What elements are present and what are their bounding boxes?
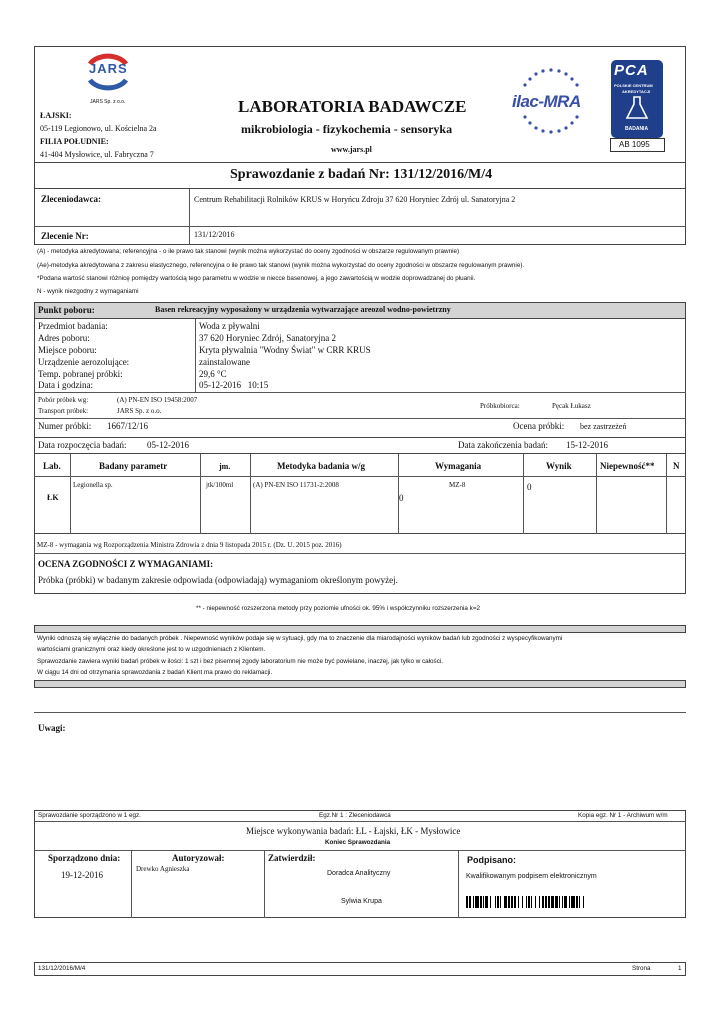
result-lab: ŁK bbox=[47, 493, 59, 502]
disclaimer-line-2: wartościami granicznymi oraz kiedy określone jest to w uzgodnieniach z Klientem. bbox=[37, 646, 266, 653]
pca-line2: AKREDYTACJI bbox=[622, 89, 651, 94]
col-header-n: N bbox=[673, 461, 680, 471]
footer-archive: Kopia egz. Nr 1 - Archiwum w/m bbox=[578, 812, 668, 819]
ilac-text: ilac-MRA bbox=[512, 92, 581, 111]
sampling-value-2: 37 620 Horyniec Zdrój, Sanatoryjna 2 bbox=[199, 333, 336, 343]
col-header-method: Metodyka badania w/g bbox=[277, 461, 366, 471]
doc-reference: 131/12/2016/M/4 bbox=[38, 965, 86, 972]
remarks-label: Uwagi: bbox=[38, 723, 66, 733]
note-top-4: N - wynik niezgodny z wymaganiami bbox=[37, 288, 139, 295]
sampling-point-value: Basen rekreacyjny wyposażony w urządzenia wytwarzające areozol wodno-powietrzny bbox=[155, 305, 451, 314]
sample-number-label: Numer próbki: bbox=[38, 421, 92, 431]
sampling-value-6: 05-12-2016 10:15 bbox=[199, 380, 269, 390]
col-header-uncertainty: Niepewność** bbox=[600, 461, 655, 471]
logo-text: JARS bbox=[89, 61, 128, 76]
result-requirement-value: 0 bbox=[399, 493, 404, 503]
note-top-2: (Ae)-metodyka akredytowana z zakresu elastycznego, referencyjna o ile prawo tak stanowi (wynik można wykorzystać do oceny zgodności w obszarze regulowanym prawnie). bbox=[37, 262, 525, 269]
sampling-label-5: Temp. pobranej próbki: bbox=[38, 369, 123, 379]
sample-assessment-value: bez zastrzeżeń bbox=[580, 422, 627, 431]
client-label: Zleceniodawca: bbox=[41, 194, 101, 204]
legal-note: MZ-8 - wymagania wg Rozporządzenia Ministra Zdrowia z dnia 9 listopada 2015 r. (Dz. U. 2015 poz. 2016) bbox=[37, 541, 342, 549]
pca-line3: BADANIA bbox=[625, 126, 649, 132]
sampling-label-4: Urządzenie aerozolujące: bbox=[38, 357, 130, 367]
col-header-lab: Lab. bbox=[43, 461, 61, 471]
result-value: 0 bbox=[527, 482, 532, 492]
sampling-label-2: Adres poboru: bbox=[38, 333, 90, 343]
pca-text: PCA bbox=[614, 62, 649, 79]
barcode-bar bbox=[584, 896, 585, 908]
logo-subtext: JARS Sp. z o.o. bbox=[90, 99, 126, 105]
authorized-name: Drewko Agnieszka bbox=[136, 865, 190, 873]
disclaimer-line-1: Wyniki odnoszą się wyłącznie do badanych próbek . Niepewność wyników podaje się w sytuacji, gdy ma to znaczenie dla miarodajności wyników badań lub zgodności z wyspecyfikowanymi bbox=[37, 635, 563, 642]
client-value: Centrum Rehabilitacji Rolników KRUS w Horyńcu Zdroju 37 620 Horyniec Zdrój ul. Sanatoryjna 2 bbox=[194, 195, 516, 204]
page-number: 1 bbox=[678, 965, 682, 972]
sampling-point-label: Punkt poboru: bbox=[38, 305, 95, 315]
order-label: Zlecenie Nr: bbox=[41, 231, 89, 241]
disclaimer-bottom-bar bbox=[34, 680, 686, 688]
result-unit: jtk/100ml bbox=[206, 481, 234, 489]
sample-number-value: 1667/12/16 bbox=[107, 421, 149, 431]
footer-copy-number: Egz.Nr 1 : Zleceniodawca bbox=[319, 812, 391, 819]
order-value: 131/12/2016 bbox=[194, 230, 235, 239]
result-requirement-label: MZ-8 bbox=[449, 481, 466, 489]
disclaimer-top-bar bbox=[34, 625, 686, 633]
start-date-value: 05-12-2016 bbox=[147, 440, 189, 450]
approved-role: Doradca Analityczny bbox=[327, 870, 391, 877]
branch2-name: FILIA POŁUDNIE: bbox=[40, 137, 109, 146]
transport-label: Transport próbek: bbox=[38, 407, 89, 415]
branch1-address: 05-119 Legionowo, ul. Kościelna 2a bbox=[40, 124, 157, 133]
authorized-label: Autoryzował: bbox=[172, 853, 225, 863]
sampling-method-value: (A) PN-EN ISO 19458:2007 bbox=[117, 396, 198, 404]
end-date-label: Data zakończenia badań: bbox=[458, 440, 548, 450]
sample-assessment-label: Ocena próbki: bbox=[513, 421, 565, 431]
conformity-text: Próbka (próbki) w badanym zakresie odpowiada (odpowiadają) wymaganiom określonym powyżej. bbox=[38, 575, 398, 585]
footer-end: Koniec Sprawozdania bbox=[325, 839, 391, 846]
page-label: Strona bbox=[632, 965, 651, 972]
page-footer-box bbox=[34, 962, 686, 976]
accreditation-number: AB 1095 bbox=[619, 140, 650, 149]
sampling-value-1: Woda z pływalni bbox=[199, 321, 260, 331]
col-header-parameter: Badany parametr bbox=[99, 461, 168, 471]
col-header-result: Wynik bbox=[546, 461, 572, 471]
disclaimer-line-3: Sprawozdanie zawiera wyniki badań próbek w ilości: 1 szt i bez pisemnej zgody laboratorium nie może być powielane, inaczej, jak tylko w całości. bbox=[37, 658, 443, 665]
prepared-date: 19-12-2016 bbox=[61, 870, 103, 880]
note-top-3: *Podana wartość stanowi różnicę pomiędzy wartością tego parametru w wodzie w niecce basenowej, a jego zawartością w wodzie doprowadzanej do płuanii. bbox=[37, 275, 476, 282]
sampler-value: Pęcak Łukasz bbox=[552, 402, 591, 410]
prepared-label: Sporządzono dnia: bbox=[48, 853, 121, 863]
sampling-label-6: Data i godzina: bbox=[38, 380, 93, 390]
result-method: (A) PN-EN ISO 11731-2:2008 bbox=[253, 481, 339, 489]
uncertainty-note: ** - niepewność rozszerzona metody przy poziomie ufności ok. 95% i współczynniku rozszerzenia k=2 bbox=[196, 605, 481, 612]
signed-value: Kwalifikowanym podpisem elektronicznym bbox=[466, 873, 597, 880]
sampling-method-label: Pobór próbek wg: bbox=[38, 396, 89, 404]
col-header-requirements: Wymagania bbox=[435, 461, 482, 471]
signed-label: Podpisano: bbox=[467, 855, 516, 865]
lab-title: LABORATORIA BADAWCZE bbox=[238, 97, 467, 116]
report-title: Sprawozdanie z badań Nr: 131/12/2016/M/4 bbox=[230, 167, 493, 182]
sampling-label-3: Miejsce poboru: bbox=[38, 345, 97, 355]
start-date-label: Data rozpoczęcia badań: bbox=[38, 440, 127, 450]
pca-line1: POLSKIE CENTRUM bbox=[614, 83, 653, 88]
approved-label: Zatwierdził: bbox=[268, 853, 316, 863]
note-top-1: (A) - metodyka akredytowana; referencyjna - o ile prawo tak stanowi (wynik można wykorzystać do oceny zgodności w obszarze regulowanym prawnie) bbox=[37, 248, 460, 255]
sampling-value-3: Kryta pływalnia "Wodny Świat" w CRR KRUS bbox=[199, 345, 371, 355]
disclaimer-line-4: W ciągu 14 dni od otrzymania sprawozdania z badań Klient ma prawo do reklamacji. bbox=[37, 669, 273, 676]
col-header-unit: jm. bbox=[219, 462, 231, 471]
branch1-name: ŁAJSKI: bbox=[40, 111, 72, 120]
footer-place: Miejsce wykonywania badań: ŁL - Łajski, ŁK - Mysłowice bbox=[246, 826, 461, 836]
branch2-address: 41-404 Mysłowice, ul. Fabryczna 7 bbox=[40, 150, 154, 159]
signature-barcode bbox=[466, 896, 634, 908]
pca-pipette-icon bbox=[624, 95, 650, 121]
approved-name: Sylwia Krupa bbox=[341, 898, 382, 905]
website: www.jars.pl bbox=[331, 145, 372, 154]
result-parameter: Legionella sp. bbox=[73, 481, 113, 489]
sampling-value-5: 29,6 °C bbox=[199, 369, 227, 379]
footer-copies: Sprawozdanie sporządzono w 1 egz. bbox=[38, 812, 141, 819]
end-date-value: 15-12-2016 bbox=[566, 440, 608, 450]
sampling-label-1: Przedmiot badania: bbox=[38, 321, 108, 331]
lab-subtitle: mikrobiologia - fizykochemia - sensoryka bbox=[241, 122, 453, 136]
sampler-label: Próbkobiorca: bbox=[480, 402, 520, 410]
conformity-title: OCENA ZGODNOŚCI Z WYMAGANIAMI: bbox=[38, 559, 214, 569]
transport-value: JARS Sp. z o.o. bbox=[117, 407, 162, 415]
sampling-value-4: zainstalowane bbox=[199, 357, 250, 367]
